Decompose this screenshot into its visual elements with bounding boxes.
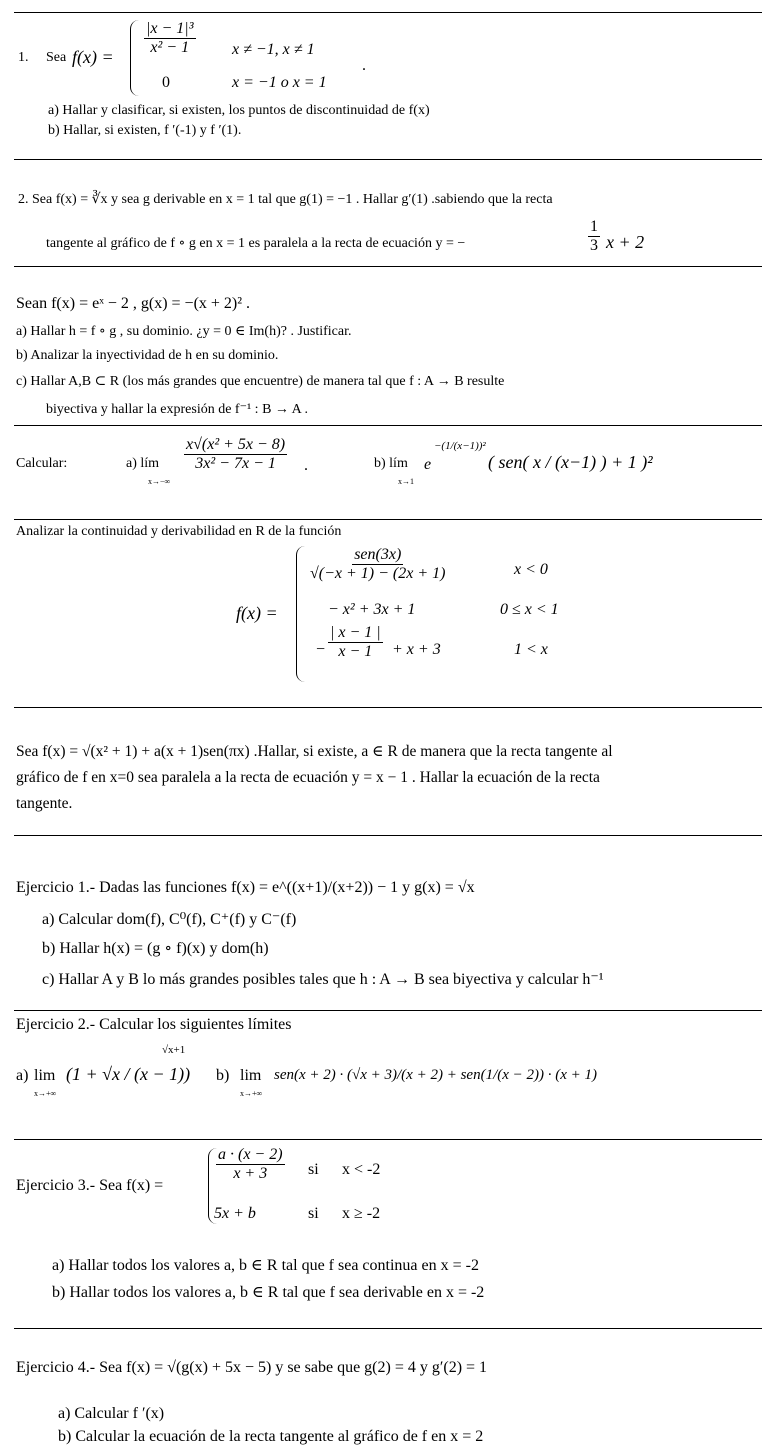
problem-number: 1.: [18, 50, 29, 65]
divider: [14, 835, 762, 836]
case2-condition: 0 ≤ x < 1: [500, 601, 559, 618]
statement-line-3: tangente.: [16, 795, 73, 812]
case3-fraction: [328, 624, 383, 661]
case2-expression: − x² + 3x + 1: [328, 601, 416, 618]
statement-line-2: gráfico de f en x=0 sea paralela a la recta de ecuación y = x − 1 . Hallar la ecuación de la recta: [16, 769, 600, 786]
title: Ejercicio 2.- Calcular los siguientes límites: [16, 1016, 292, 1033]
slope-fraction: [588, 218, 600, 255]
item-b: b) Hallar todos los valores a, b ∈ R tal que f sea derivable en x = -2: [52, 1284, 485, 1301]
limit-a-numerator: x√(x² + 5x − 8): [186, 436, 286, 453]
item-b: b) Hallar h(x) = (g ∘ f)(x) y dom(h): [42, 940, 269, 957]
slope-numerator: 1: [590, 218, 598, 235]
limit-a-sub: x→−∞: [148, 477, 171, 486]
case3-tail: + x + 3: [392, 641, 441, 658]
item-a-label: a): [16, 1067, 29, 1084]
divider: [14, 425, 762, 426]
title: Analizar la continuidad y derivabilidad en R de la función: [16, 524, 342, 539]
case2-condition: x ≥ -2: [342, 1205, 381, 1222]
item-c-line-1: c) Hallar A,B ⊂ R (los más grandes que encuentre) de manera tal que f : A → B resulte: [16, 374, 505, 389]
item-b: b) Analizar la inyectividad de h en su dominio.: [16, 348, 279, 363]
case2-expression: 5x + b: [214, 1205, 256, 1222]
calcular-label: Calcular:: [16, 456, 68, 471]
sea-label: Sea: [46, 50, 67, 65]
case3-condition: 1 < x: [514, 641, 548, 658]
line-equation-tail: x + 2: [606, 232, 645, 252]
limit-b-body: sen(x + 2) · (√x + 3)/(x + 2) + sen(1/(x − 2)) · (x + 1): [274, 1067, 598, 1083]
divider: [14, 1010, 762, 1011]
statement: Ejercicio 3.- Sea f(x) =: [16, 1177, 164, 1194]
item-a: a) Calcular f ′(x): [58, 1405, 165, 1422]
case1-denominator: x + 3: [233, 1165, 268, 1182]
statement-line-1: Sea f(x) = √(x² + 1) + a(x + 1)sen(πx) .Hallar, si existe, a ∈ R de manera que la recta tangente al: [16, 743, 613, 760]
brace: [130, 20, 139, 96]
divider: [14, 12, 762, 13]
item-b: b) Hallar, si existen, f ′(-1) y f ′(1).: [48, 123, 242, 138]
case2-condition: x = −1 o x = 1: [232, 74, 327, 91]
end-dot: .: [362, 57, 366, 74]
divider: [14, 519, 762, 520]
limit-b-body: ( sen( x / (x−1) ) + 1 )²: [488, 452, 653, 472]
divider: [14, 707, 762, 708]
limit-b-sub: x→1: [398, 477, 414, 486]
slope-denominator: 3: [590, 237, 598, 254]
case1-condition: x < -2: [342, 1161, 381, 1178]
case1-denominator: x² − 1: [150, 39, 190, 56]
case1-si: si: [308, 1161, 319, 1178]
function-lhs: f(x) =: [236, 603, 278, 623]
limit-b-base: e: [424, 456, 432, 473]
case1-condition: x ≠ −1, x ≠ 1: [232, 41, 315, 58]
limit-a-sub: x→+∞: [34, 1089, 57, 1098]
case3-minus: −: [316, 641, 326, 658]
limit-a-fraction: [184, 436, 287, 473]
limit-a: lim: [34, 1067, 56, 1084]
brace: [296, 546, 305, 682]
statement-line-1: 2. Sea f(x) = ∛x y sea g derivable en x = 1 tal que g(1) = −1 . Hallar g′(1) .sabiendo que la recta: [18, 192, 553, 207]
item-c: c) Hallar A y B lo más grandes posibles tales que h : A → B sea biyectiva y calcular h⁻¹: [42, 971, 604, 988]
limit-b: lim: [240, 1067, 262, 1084]
item-a: a) Hallar y clasificar, si existen, los puntos de discontinuidad de f(x): [48, 103, 430, 118]
item-b-label: b): [216, 1067, 230, 1084]
limit-b-sub: x→+∞: [240, 1089, 263, 1098]
limit-a-exponent: √x+1: [162, 1044, 186, 1056]
case2-si: si: [308, 1205, 319, 1222]
limit-b-exponent: −(1/(x−1))²: [434, 440, 486, 452]
item-b: b) Calcular la ecuación de la recta tangente al gráfico de f en x = 2: [58, 1428, 484, 1445]
function-lhs: f(x) =: [72, 47, 114, 67]
item-c-line-2: biyectiva y hallar la expresión de f⁻¹ : B → A .: [46, 402, 308, 417]
limit-a-label: a) lím: [126, 456, 160, 471]
item-a: a) Calcular dom(f), C⁰(f), C⁺(f) y C⁻(f): [42, 911, 297, 928]
divider: [14, 1139, 762, 1140]
limit-a-body: (1 + √x / (x − 1)): [66, 1064, 191, 1084]
case1-fraction: [144, 20, 196, 57]
statement: Ejercicio 4.- Sea f(x) = √(g(x) + 5x − 5) y se sabe que g(2) = 4 y g′(2) = 1: [16, 1359, 488, 1376]
item-a: a) Hallar h = f ∘ g , su dominio. ¿y = 0 ∈ Im(h)? . Justificar.: [16, 324, 352, 339]
divider: [14, 266, 762, 267]
item-a: a) Hallar todos los valores a, b ∈ R tal que f sea continua en x = -2: [52, 1257, 479, 1274]
case2-value: 0: [162, 74, 170, 91]
case1-denominator: √(−x + 1) − (2x + 1): [310, 565, 446, 582]
statement-line-2: tangente al gráfico de f ∘ g en x = 1 es paralela a la recta de ecuación y = −: [46, 236, 466, 251]
statement: Sean f(x) = eˣ − 2 , g(x) = −(x + 2)² .: [16, 295, 251, 312]
case1-fraction: [308, 546, 447, 583]
limit-b-label: b) lím: [374, 456, 408, 471]
limit-a-dot: .: [304, 457, 308, 474]
case1-numerator: |x − 1|³: [146, 20, 194, 37]
case1-condition: x < 0: [514, 561, 548, 578]
limit-a-denominator: 3x² − 7x − 1: [195, 455, 276, 472]
case3-denominator: x − 1: [338, 643, 373, 660]
case1-fraction: [216, 1146, 285, 1183]
case1-numerator: sen(3x): [354, 546, 402, 563]
divider: [14, 159, 762, 160]
case3-numerator: | x − 1 |: [330, 624, 381, 641]
divider: [14, 1328, 762, 1329]
case1-numerator: a · (x − 2): [218, 1146, 283, 1163]
statement: Ejercicio 1.- Dadas las funciones f(x) = e^((x+1)/(x+2)) − 1 y g(x) = √x: [16, 879, 475, 896]
